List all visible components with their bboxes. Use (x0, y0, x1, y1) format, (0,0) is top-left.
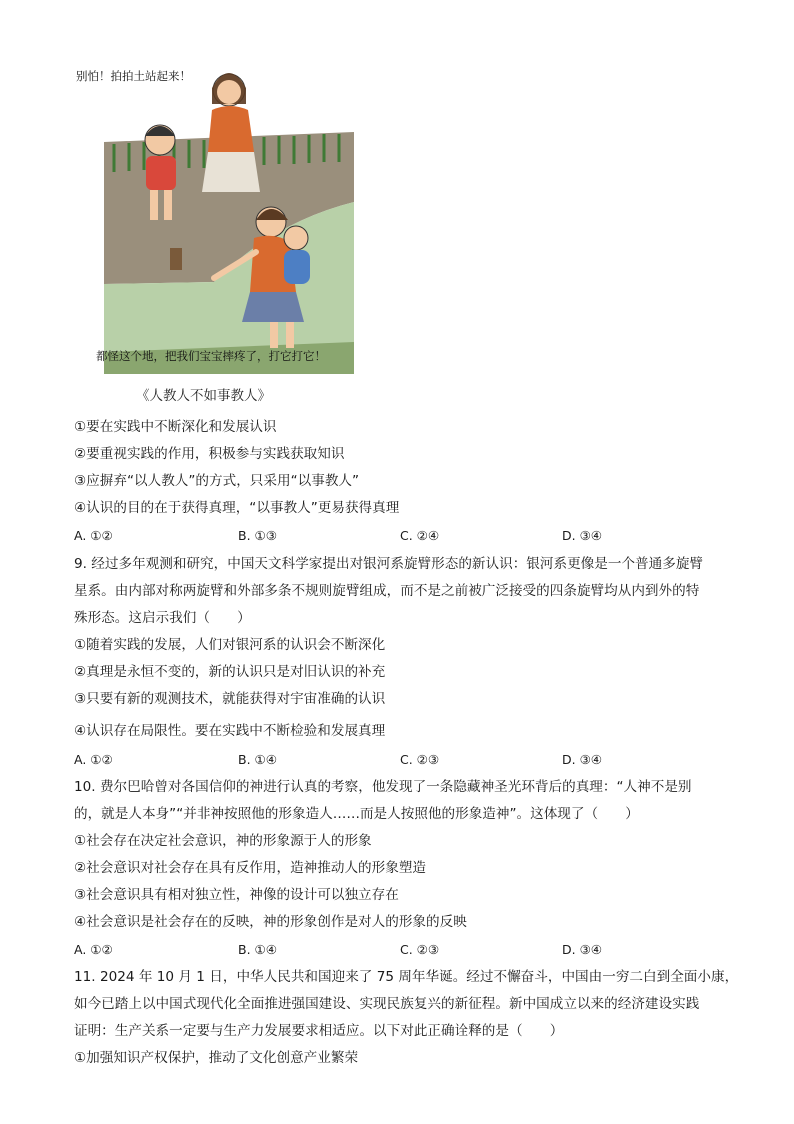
q9-option-c[interactable]: C. ②③ (400, 752, 440, 767)
q8-option-a[interactable]: A. ①② (74, 528, 113, 543)
q10-statement-4: ④社会意识是社会存在的反映，神的形象创作是对人的形象的反映 (74, 914, 467, 930)
q11-statement-1: ①加强知识产权保护，推动了文化创意产业繁荣 (74, 1050, 359, 1066)
q11-stem-line-1: 11. 2024 年 10 月 1 日，中华人民共和国迎来了 75 周年华诞。经过不懈奋斗，中国由一穷二白到全面小康， (74, 969, 739, 985)
speech-bubble-bottom: 都怪这个地，把我们宝宝摔疼了，打它打它！ (96, 349, 326, 363)
cartoon-caption: 《人教人不如事教人》 (136, 388, 271, 404)
q8-option-d[interactable]: D. ③④ (562, 528, 602, 543)
q8-statement-2: ②要重视实践的作用，积极参与实践获取知识 (74, 446, 345, 462)
q8-option-b[interactable]: B. ①③ (238, 528, 277, 543)
q9-option-d[interactable]: D. ③④ (562, 752, 602, 767)
q10-statement-1: ①社会存在决定社会意识，神的形象源于人的形象 (74, 833, 372, 849)
q8-statement-4: ④认识的目的在于获得真理，“以事教人”更易获得真理 (74, 500, 400, 516)
q9-statement-2: ②真理是永恒不变的，新的认识只是对旧认识的补充 (74, 664, 386, 680)
q10-option-b[interactable]: B. ①④ (238, 942, 277, 957)
q9-option-b[interactable]: B. ①④ (238, 752, 277, 767)
q9-option-a[interactable]: A. ①② (74, 752, 113, 767)
q9-stem-line-1: 9. 经过多年观测和研究，中国天文科学家提出对银河系旋臂形态的新认识：银河系更像是一个普通多旋臂 (74, 556, 704, 572)
q8-statement-3: ③应摒弃“以人教人”的方式，只采用“以事教人” (74, 473, 360, 489)
q9-statement-4: ④认识存在局限性。要在实践中不断检验和发展真理 (74, 723, 386, 739)
q9-stem-line-3: 殊形态。这启示我们（ ） (74, 610, 251, 626)
q9-statement-3: ③只要有新的观测技术，就能获得对宇宙准确的认识 (74, 691, 386, 707)
q11-stem-line-3: 证明：生产关系一定要与生产力发展要求相适应。以下对此正确诠释的是（ ） (74, 1023, 564, 1039)
q10-option-d[interactable]: D. ③④ (562, 942, 602, 957)
q10-statement-3: ③社会意识具有相对独立性，神像的设计可以独立存在 (74, 887, 399, 903)
q10-statement-2: ②社会意识对社会存在具有反作用，造神推动人的形象塑造 (74, 860, 427, 876)
q10-stem-line-1: 10. 费尔巴哈曾对各国信仰的神进行认真的考察，他发现了一条隐藏神圣光环背后的真理：“人神不是别 (74, 779, 692, 795)
cartoon-illustration (74, 52, 356, 374)
speech-bubble-top: 别怕！拍拍土站起来！ (76, 69, 191, 83)
q10-stem-line-2: 的，就是人本身”“并非神按照他的形象造人……而是人按照他的形象造神”。这体现了（ ） (74, 806, 639, 822)
q8-option-c[interactable]: C. ②④ (400, 528, 440, 543)
q10-option-c[interactable]: C. ②③ (400, 942, 440, 957)
q10-option-a[interactable]: A. ①② (74, 942, 113, 957)
q8-statement-1: ①要在实践中不断深化和发展认识 (74, 419, 277, 435)
q9-stem-line-2: 星系。由内部对称两旋臂和外部多条不规则旋臂组成，而不是之前被广泛接受的四条旋臂均从内到外的特 (74, 583, 700, 599)
q9-statement-1: ①随着实践的发展，人们对银河系的认识会不断深化 (74, 637, 386, 653)
q11-stem-line-2: 如今已踏上以中国式现代化全面推进强国建设、实现民族复兴的新征程。新中国成立以来的经济建设实践 (74, 996, 700, 1012)
